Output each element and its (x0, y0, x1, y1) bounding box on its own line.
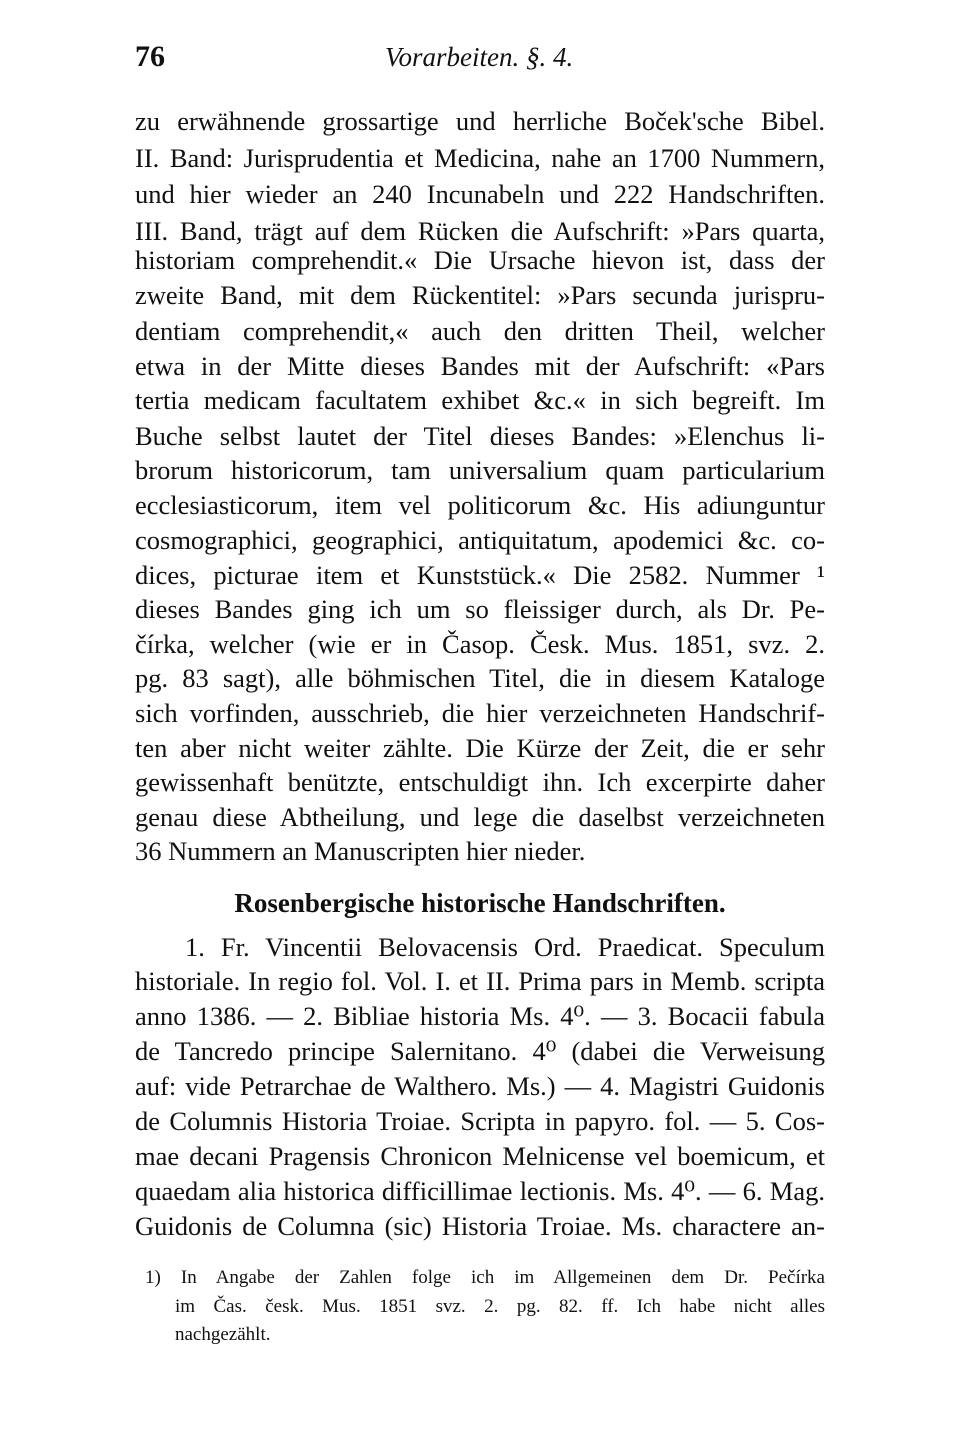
text-line: historiale. In regio fol. Vol. I. et II. Prima pars in Memb. scripta (135, 966, 825, 996)
page-header (135, 40, 825, 84)
text-line: anno 1386. — 2. Bibliae historia Ms. 4⁰. — 3. Bocacii fabula (135, 1001, 825, 1031)
footnote-line: 1) In Angabe der Zahlen folge ich im Allgemeinen dem Dr. Pečírka (145, 1267, 825, 1288)
text-line: sich vorfinden, ausschrieb, die hier verzeichneten Handschrif- (135, 698, 825, 728)
text-line: mae decani Pragensis Chronicon Melnicense vel boemicum, et (135, 1141, 825, 1171)
text-line: 1. Fr. Vincentii Belovacensis Ord. Praedicat. Speculum (185, 932, 825, 962)
page-number: 76 (135, 40, 165, 73)
text-line: dieses Bandes ging ich um so fleissiger durch, als Dr. Pe- (135, 594, 825, 624)
text-line: quaedam alia historica difficillimae lectionis. Ms. 4⁰. — 6. Mag. (135, 1176, 825, 1206)
text-line: Buche selbst lautet der Titel dieses Bandes: »Elenchus li- (135, 421, 825, 451)
text-line: II. Band: Jurisprudentia et Medicina, nahe an 1700 Nummern, (135, 143, 825, 173)
text-line: dentiam comprehendit,« auch den dritten Theil, welcher (135, 316, 825, 346)
text-line: auf: vide Petrarchae de Walthero. Ms.) — 4. Magistri Guidonis (135, 1071, 825, 1101)
text-line: genau diese Abtheilung, und lege die daselbst verzeichneten (135, 802, 825, 832)
footnote-line: im Čas. česk. Mus. 1851 svz. 2. pg. 82. ff. Ich habe nicht alles (175, 1296, 825, 1317)
text-line: 36 Nummern an Manuscripten hier nieder. (135, 836, 586, 866)
text-line: historiam comprehendit.« Die Ursache hievon ist, dass der (135, 245, 825, 275)
text-line: de Tancredo principe Salernitano. 4⁰ (dabei die Verweisung (135, 1036, 825, 1066)
text-line: dices, picturae item et Kunststück.« Die 2582. Nummer ¹ (135, 560, 825, 590)
text-line: und hier wieder an 240 Incunabeln und 222 Handschriften. (135, 179, 825, 209)
text-line: pg. 83 sagt), alle böhmischen Titel, die in diesem Kataloge (135, 663, 825, 693)
running-title: Vorarbeiten. §. 4. (385, 42, 574, 72)
text-line: etwa in der Mitte dieses Bandes mit der Aufschrift: «Pars (135, 351, 825, 381)
section-heading: Rosenbergische historische Handschriften. (234, 888, 726, 918)
text-line: zweite Band, mit dem Rückentitel: »Pars secunda jurispru- (135, 280, 825, 310)
text-line: gewissenhaft benützte, entschuldigt ihn. Ich excerpirte daher (135, 767, 825, 797)
text-line: brorum historicorum, tam universalium quam particularium (135, 455, 825, 485)
text-line: cosmographici, geographici, antiquitatum, apodemici &c. co- (135, 525, 825, 555)
text-line: de Columnis Historia Troiae. Scripta in papyro. fol. — 5. Cos- (135, 1106, 825, 1136)
text-line: Guidonis de Columna (sic) Historia Troiae. Ms. charactere an- (135, 1211, 825, 1241)
text-line: ten aber nicht weiter zählte. Die Kürze der Zeit, die er sehr (135, 733, 825, 763)
text-line: tertia medicam facultatem exhibet &c.« in sich begreift. Im (135, 385, 825, 415)
text-line: ecclesiasticorum, item vel politicorum &c. His adiunguntur (135, 490, 825, 520)
text-line: III. Band, trägt auf dem Rücken die Aufschrift: »Pars quarta, (135, 216, 825, 246)
text-line: zu erwähnende grossartige und herrliche Boček'sche Bibel. (135, 106, 825, 136)
text-line: čírka, welcher (wie er in Časop. Česk. Mus. 1851, svz. 2. (135, 629, 825, 659)
footnote-line: nachgezählt. (175, 1324, 271, 1345)
